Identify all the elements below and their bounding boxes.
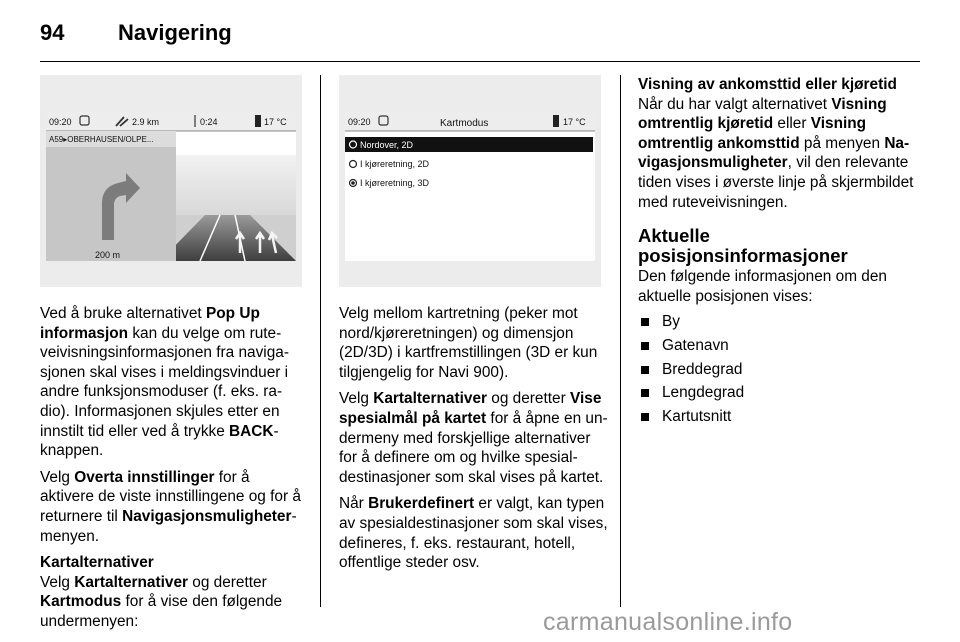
menu-title: Kartmodus — [440, 118, 489, 129]
col1-paragraph-3: Velg Kartalternativer og deretter Kartmodus for å vise den følgende undermenyen: — [40, 573, 283, 630]
watermark: carmanualsonline.info — [543, 608, 793, 636]
kartmodus-screen — [339, 75, 601, 287]
road-name: A59▸OBERHAUSEN/OLPE... — [49, 135, 154, 144]
column-3 — [638, 75, 922, 430]
nav-screen-figure — [40, 75, 302, 287]
menu-item-1[interactable]: I kjøreretning, 2D — [360, 159, 430, 169]
page-number: 94 — [40, 20, 65, 45]
status-distance: 2.9 km — [132, 117, 160, 127]
col3-paragraph-2: Den følgende informasjonen om den aktuelle posisjonen vises: — [638, 268, 887, 305]
header-rule — [40, 61, 920, 62]
col3-heading: Visning av ankomsttid eller kjøretid — [638, 76, 897, 93]
status-eta: 0:24 — [200, 117, 218, 127]
radio-dot — [351, 181, 355, 185]
status-time: 09:20 — [49, 117, 72, 127]
list-item: Breddegrad — [638, 360, 922, 380]
position-info-list — [638, 312, 922, 426]
col2-paragraph-3: Når Brukerdefinert er valgt, kan typen av spesialdestinasjoner som skal vises, defineres, f. eks. restaurant, hotell, offentlige steder osv. — [339, 495, 608, 572]
menu-item-2[interactable]: I kjøreretning, 3D — [360, 178, 430, 188]
column-divider-2 — [620, 75, 621, 607]
kartmodus-screen-figure — [339, 75, 601, 287]
col1-paragraph-2: Velg Overta innstillinger for å aktivere de viste innstillingene og for å returnere til Navigasjonsmuligheter-menyen. — [40, 468, 301, 545]
turn-distance: 200 m — [95, 250, 121, 260]
col3-heading-2: Aktuelle posisjonsinformasjoner — [638, 225, 848, 267]
column-1 — [40, 304, 306, 639]
status-time: 09:20 — [348, 117, 371, 127]
list-item: Kartutsnitt — [638, 407, 922, 427]
col1-heading: Kartalternativer — [40, 554, 154, 572]
col1-paragraph-1: Ved å bruke alternativet Pop Up informasjon kan du velge om ruteveivisningsinformasjonen fra navigasjonen skal vises i meldingsvinduer i andre funksjonsmoduser (f. eks. radio). Informasjonen skjules etter en innstilt tid eller ved å trykke BACK-knappen. — [40, 305, 289, 460]
thermometer-icon — [553, 115, 559, 127]
nav-screen — [40, 75, 302, 287]
column-2 — [339, 304, 609, 580]
list-item: Gatenavn — [638, 336, 922, 356]
thermometer-icon — [255, 115, 261, 127]
page-title: Navigering — [118, 20, 232, 45]
status-temperature: 17 °C — [563, 117, 586, 127]
col2-paragraph-2: Velg Kartalternativer og deretter Vise spesialmål på kartet for å åpne en undermeny med forskjellige alternativer for å definere om og hvilke spesialdestinasjoner som skal vises på kartet. — [339, 390, 608, 486]
list-item: By — [638, 312, 922, 332]
col2-paragraph-1: Velg mellom kartretning (peker mot nord/kjøreretningen) og dimensjon (2D/3D) i kartfremstillingen (3D er kun tilgjengelig for Navi 900). — [339, 305, 598, 381]
col3-paragraph-1: Når du har valgt alternativet Visning omtrentlig kjøretid eller Visning omtrentlig ankomsttid på menyen Navigasjonsmuligheter, vil den relevante tiden vises i øverste linje på skjermbildet med ruteveivisningen. — [638, 95, 914, 211]
list-item: Lengdegrad — [638, 383, 922, 403]
menu-item-0[interactable]: Nordover, 2D — [360, 140, 414, 150]
column-divider-1 — [320, 75, 321, 607]
status-temperature: 17 °C — [264, 117, 287, 127]
